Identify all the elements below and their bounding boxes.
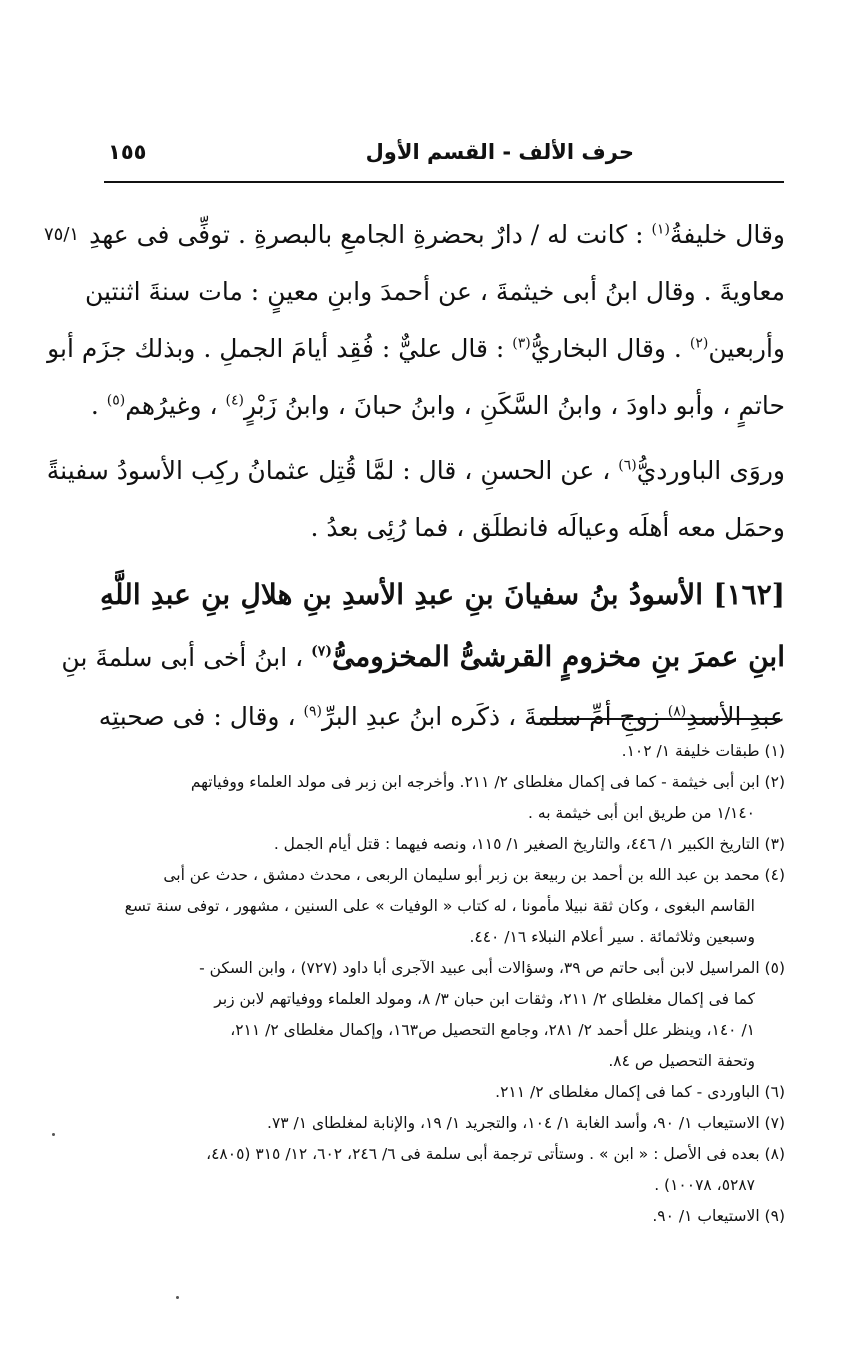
text-line: وروَى الباورديُّ$^{(٦)}$ ، عن الحسنِ ، قال : لمَّا قُتِل عثمانُ ركِب الأسودُ سفينةً [46,456,785,485]
footnote-marker: (٦) [618,457,637,474]
scan-speck [176,1296,179,1299]
footnote-9: (٩) الاستيعاب ١/ ٩٠. [652,1207,785,1225]
footnote-marker: (٥) [106,392,126,409]
text-line: وقال خليفةُ$^{(١)}$ : كانت له / دارٌ بحضرةِ الجامعِ بالبصرةِ . توفِّى فى عهدِ [89,220,785,249]
footnote-6: (٦) الباوردى - كما فى إكمال مغلطاى ٢/ ٢١١. [495,1083,785,1101]
margin-reference: ٧٥/١ [44,224,80,245]
paragraph-2 [46,442,785,556]
footnote-marker: (٧) [311,643,332,660]
footnote-marker: (٨) [667,703,687,720]
footnote-3: (٣) التاريخ الكبير ١/ ٤٤٦، والتاريخ الصغير ١/ ١١٥، ونصه فيهما : قتل أيام الجمل . [273,835,785,853]
footnote-marker: (٩) [303,703,322,720]
page-header [104,140,784,174]
footnote-1: (١) طبقات خليفة ١/ ١٠٢. [621,742,785,760]
scan-speck [52,1133,55,1136]
footnote-marker: (٤) [225,392,244,409]
text-line: وحمَل معه أهلَه وعيالَه فانطلَق ، فما رُئِى بعدُ . [310,513,785,542]
header-rule [104,181,784,183]
footnote-2: (٢) ابن أبى خيثمة - كما فى إكمال مغلطاى ٢/ ٢١١. وأخرجه ابن زبر فى مولد العلماء ووفياتهم ١/١٤٠ من طريق ابن أبى خيثمة به . [190,773,785,822]
entry-heading: [١٦٢] الأسودُ بنُ سفيانَ بنِ عبدِ الأسدِ بنِ هلالِ بنِ عبدِ اللَّهِ [100,578,785,611]
footnote-rule [540,718,780,720]
footnote-4: (٤) محمد بن عبد الله بن أحمد بن ربيعة بن زبر أبو سليمان الربعى ، محدث دمشق ، حدث عن أبى القاسم البغوى ، وكان ثقة نبيلا مأمونا ، له كتاب « الوفيات » على السنين ، مشهور ، توفى سنة تسع وسبعين وثلاثمائة . سير أعلام النبلاء ١٦/ ٤٤٠. [124,866,785,946]
text-line: عبدِ الأسدِ$^{(٨)}$ زوجِ أمِّ سلمةَ ، ذكَره ابنُ عبدِ البرِّ$^{(٩)}$ ، وقال : فى صحبتِه [98,702,785,731]
page-number: ١٥٥ [108,140,147,164]
footnote-8: (٨) بعده فى الأصل : « ابن » . وستأتى ترجمة أبى سلمة فى ٦/ ٢٤٦، ٦٠٢، ١٢/ ٣١٥ (٤٨٠٥، ٥٢٨٧، ١٠٠٧٨) . [206,1145,785,1194]
running-title: حرف الألف - القسم الأول [365,140,634,164]
text-line: وأربعين$^{(٢)}$ . وقال البخاريُّ$^{(٣)}$ : قال عليٌّ : فُقِد أيامَ الجملِ . وبذلك جزَم أبو [47,334,785,363]
text-line: حاتمٍ ، وأبو داودَ ، وابنُ السَّكَنِ ، وابنُ حبانَ ، وابنُ زَبْرٍ$^{(٤)}$ ، وغيرُهم$^{(٥)}$ . [90,391,785,420]
entry-heading-cont: ابنِ عمرَ بنِ مخزومٍ القرشىُّ المخزومىُّ$^{(٧)}$ ، ابنُ أخى أبى سلمةَ بنِ [61,640,785,673]
footnotes [100,736,785,1232]
footnote-marker: (١) [651,221,670,238]
footnote-7: (٧) الاستيعاب ١/ ٩٠، وأسد الغابة ١/ ١٠٤، والتجريد ١/ ١٩، والإنابة لمغلطاى ١/ ٧٣. [267,1114,785,1132]
text-line: معاويةَ . وقال ابنُ أبى خيثمةَ ، عن أحمدَ وابنِ معينٍ : مات سنةَ اثنتين [84,277,785,306]
footnote-5: (٥) المراسيل لابن أبى حاتم ص ٣٩، وسؤالات أبى عبيد الآجرى أبا داود (٧٢٧) ، وابن السكن - كما فى إكمال مغلطاى ٢/ ٢١١، وثقات ابن حبان ٣/ ٨، ومولد العلماء ووفياتهم لابن زبر ١/ ١٤٠، وينظر علل أحمد ٢/ ٢٨١، وجامع التحصيل ص١٦٣، وإكمال مغلطاى ٢/ ٢١١، وتحفة التحصيل ص ٨٤. [199,959,785,1070]
footnote-marker: (٣) [512,335,531,352]
footnote-marker: (٢) [689,335,709,352]
